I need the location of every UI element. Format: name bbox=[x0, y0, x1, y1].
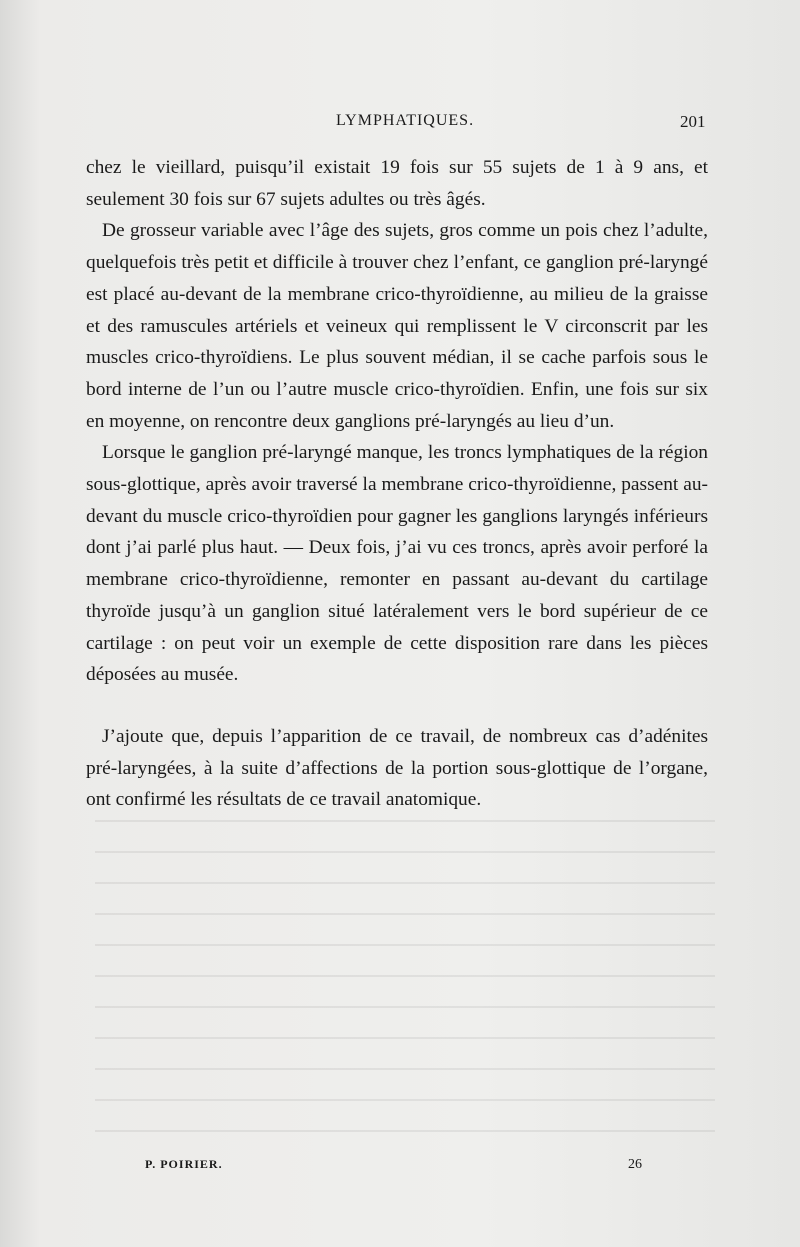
sheet-number: 26 bbox=[628, 1157, 642, 1172]
paragraph-addendum: J’ajoute que, depuis l’apparition de ce travail, de nombreux cas d’adénites pré-laryngées, à la suite d’affections de la portion sous-glottique de l’organe, ont confirmé les résultats de ce travail anatomique. bbox=[86, 725, 708, 811]
chapter-title: LYMPHATIQUES. bbox=[336, 112, 475, 129]
body-text bbox=[86, 152, 708, 816]
page-footer bbox=[0, 1157, 800, 1181]
show-through-texture bbox=[95, 820, 715, 1150]
printer-signature: P. POIRIER. bbox=[145, 1157, 223, 1171]
paragraph-missing-ganglion: Lorsque le ganglion pré-laryngé manque, les troncs lymphatiques de la région sous-glottique, après avoir traversé la membrane crico-thyroïdienne, passent au-devant du muscle crico-thyroïdien pour gagner les ganglions laryngés inférieurs dont j’ai parlé plus haut. — Deux fois, j’ai vu ces troncs, après avoir perforé la membrane crico-thyroïdienne, remonter en passant au-devant du cartilage thyroïde jusqu’à un ganglion situé latéralement vers le bord supérieur de ce cartilage : on peut voir un exemple de cette disposition rare dans les pièces déposées au musée. bbox=[86, 442, 708, 686]
paragraph-continuation: chez le vieillard, puisqu’il existait 19 fois sur 55 sujets de 1 à 9 ans, et seulement 30 fois sur 67 sujets adultes ou très âgés. bbox=[86, 157, 708, 210]
paragraph-ganglion-size: De grosseur variable avec l’âge des sujets, gros comme un pois chez l’adulte, quelquefois très petit et difficile à trouver chez l’enfant, ce ganglion pré-laryngé est placé au-devant de la membrane crico-thyroïdienne, au milieu de la graisse et des ramuscules artériels et veineux qui remplissent le V circonscrit par les muscles crico-thyroïdiens. Le plus souvent médian, il se cache parfois sous le bord interne de l’un ou l’autre muscle crico-thyroïdien. Enfin, une fois sur six en moyenne, on rencontre deux ganglions pré-laryngés au lieu d’un. bbox=[86, 220, 708, 432]
page-number: 201 bbox=[680, 112, 706, 131]
running-header bbox=[0, 112, 800, 140]
